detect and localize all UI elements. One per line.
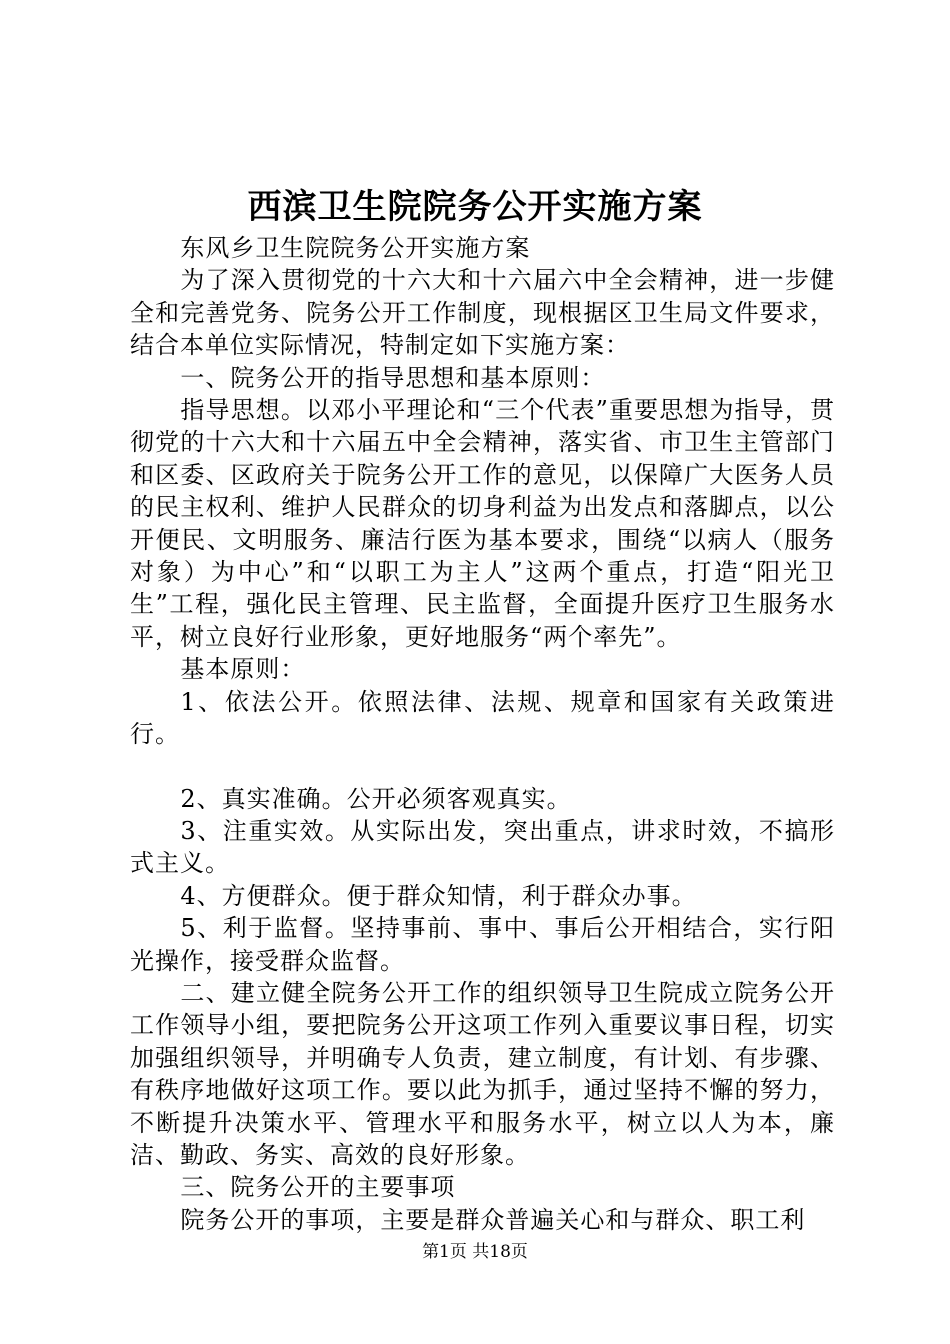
paragraph-principle-4: 4、方便群众。便于群众知情，利于群众办事。 bbox=[180, 881, 697, 910]
paragraph-section-2: 二、建立健全院务公开工作的组织领导卫生院成立院务公开工作领导小组，要把院务公开这项工作列入重要议事日程，切实加强组织领导，并明确专人负责，建立制度，有计划、有步骤、有秩序地做好这项工作。要以此为抓手，通过坚持不懈的努力，不断提升决策水平、管理水平和服务水平，树立以人为本，廉洁、勤政、务实、高效的良好形象。 bbox=[130, 978, 835, 1169]
paragraph-basic-principles: 基本原则： bbox=[180, 655, 306, 684]
paragraph-intro: 为了深入贯彻党的十六大和十六届六中全会精神，进一步健全和完善党务、院务公开工作制度，现根据区卫生局文件要求，结合本单位实际情况，特制定如下实施方案： bbox=[130, 266, 835, 360]
document-body bbox=[130, 232, 835, 1236]
paragraph-principle-1: 1、依法公开。依照法律、法规、规章和国家有关政策进行。 bbox=[130, 687, 835, 749]
page-number: 第1页 共18页 bbox=[422, 1242, 528, 1262]
document-title: 西滨卫生院院务公开实施方案 bbox=[247, 187, 703, 227]
paragraph-section-3-heading: 三、院务公开的主要事项 bbox=[180, 1173, 456, 1202]
paragraph-section-3-body: 院务公开的事项，主要是群众普遍关心和与群众、职工利 bbox=[180, 1205, 806, 1234]
paragraph-section-1-heading: 一、院务公开的指导思想和基本原则： bbox=[180, 363, 606, 392]
paragraph-subtitle: 东风乡卫生院院务公开实施方案 bbox=[180, 234, 531, 262]
paragraph-principle-3: 3、注重实效。从实际出发，突出重点，讲求时效，不搞形式主义。 bbox=[130, 816, 835, 878]
paragraph-principle-2: 2、真实准确。公开必须客观真实。 bbox=[180, 784, 572, 813]
paragraph-guiding-ideology: 指导思想。以邓小平理论和“三个代表”重要思想为指导，贯彻党的十六大和十六届五中全会精神，落实省、市卫生主管部门和区委、区政府关于院务公开工作的意见，以保障广大医务人员的民主权利、维护人民群众的切身利益为出发点和落脚点，以公开便民、文明服务、廉洁行医为基本要求，围绕“以病人（服务对象）为中心”和“以职工为主人”这两个重点，打造“阳光卫生”工程，强化民主管理、民主监督，全面提升医疗卫生服务水平，树立良好行业形象，更好地服务“两个率先”。 bbox=[130, 396, 835, 651]
paragraph-principle-5: 5、利于监督。坚持事前、事中、事后公开相结合，实行阳光操作，接受群众监督。 bbox=[130, 914, 835, 975]
